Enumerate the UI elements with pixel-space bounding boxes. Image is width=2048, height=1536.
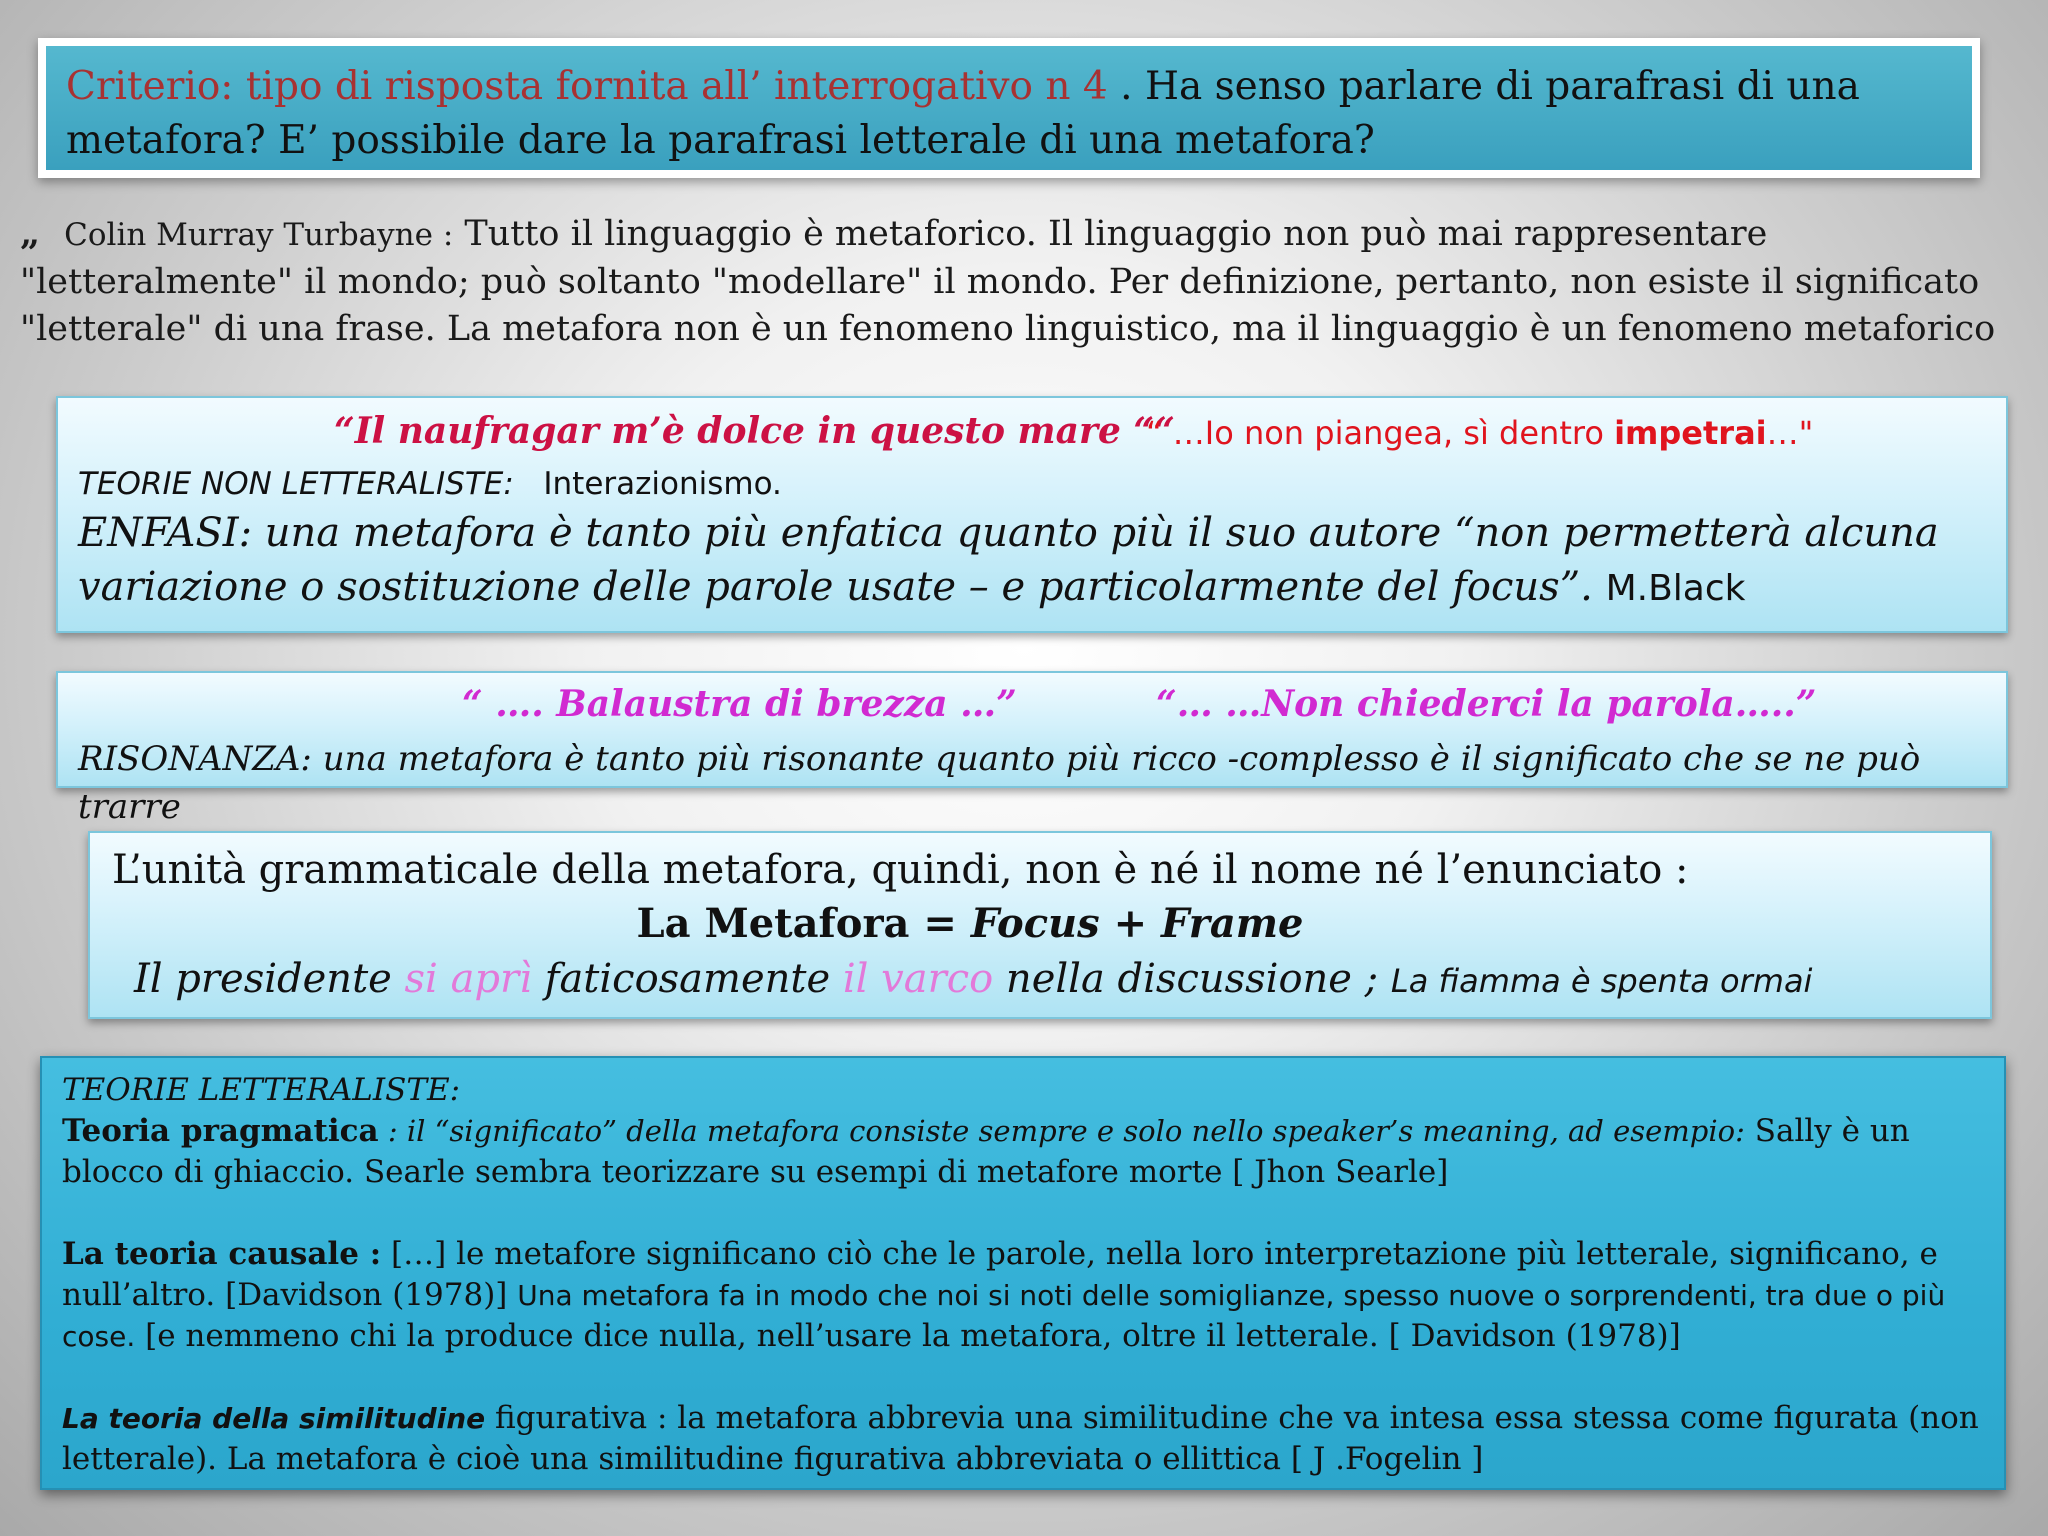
teorie-value: Interazionismo — [543, 466, 773, 502]
pragmatic-theory-title: Teoria pragmatica — [62, 1113, 379, 1149]
quote-author: Colin Murray Turbayne : — [64, 217, 454, 253]
causal-theory-sans: Una metafora fa in modo che noi si noti delle somiglianze, spesso nuove o sorprendenti, tra due o più cose. — [62, 1279, 1946, 1353]
risonanza-definition: RISONANZA: una metafora è tanto più risonante quanto più ricco -complesso è il significato che se ne può trarre — [78, 739, 1921, 827]
enfasi-definition — [78, 506, 1986, 616]
example-part-c: nella discussione ; — [993, 956, 1391, 1002]
title-criterion: Criterio: tipo di risposta fornita all’ interrogativo n 4 — [66, 64, 1108, 109]
causal-theory-end: [e nemmeno chi la produce dice nulla, nell’usare la metafora, oltre il letterale. [ Davidson (1978)] — [135, 1318, 1681, 1354]
enfasi-box — [56, 396, 2008, 633]
example-part-b: faticosamente — [531, 956, 843, 1002]
causal-theory-title: La teoria causale : — [62, 1236, 382, 1272]
quote-naufragar: “Il naufragar m’è dolce in questo mare ““ — [334, 410, 1175, 452]
similitude-theory-title: La teoria della similitudine — [62, 1402, 486, 1435]
teorie-dot: . — [772, 466, 782, 502]
pragmatic-theory — [62, 1111, 1984, 1193]
grammatical-unit-box — [88, 831, 1992, 1019]
metaphor-formula — [112, 897, 1968, 951]
quote-impetrai-bold: impetrai — [1614, 414, 1767, 452]
literalist-heading: TEORIE LETTERALISTE: — [62, 1072, 461, 1108]
example-part-a: Il presidente — [134, 956, 405, 1002]
example-quotes-row-2 — [78, 683, 1986, 735]
quote-mark: „ — [20, 213, 41, 254]
quote-impetrai — [1146, 414, 1813, 452]
formula-frame: Frame — [1161, 900, 1304, 947]
title-question: . Ha senso parlare di parafrasi di una metafora? E’ possibile dare la parafrasi letterale di una metafora? — [66, 64, 1860, 163]
formula-left: La Metafora = — [636, 900, 971, 947]
quote-impetrai-pre: “ …Io non piangea, sì dentro — [1146, 414, 1615, 452]
example-focus-2: il varco — [842, 956, 994, 1002]
literalist-theories-box — [40, 1056, 2006, 1490]
formula-focus: Focus — [970, 900, 1100, 947]
example-quotes-row — [78, 410, 1986, 462]
pragmatic-theory-rest: Sally è un blocco di ghiaccio. Searle sembra teorizzare su esempi di metafore morte [ Jhon Searle] — [62, 1113, 1910, 1190]
enfasi-text: ENFASI: una metafora è tanto più enfatica quanto più il suo autore “non permetterà alcuna variazione o sostituzione delle parole usate – e particolarmente del focus”. — [78, 510, 1939, 610]
enfasi-reference: M.Black — [1605, 568, 1746, 609]
turbayne-quote — [20, 210, 2020, 353]
risonanza-box — [56, 671, 2008, 827]
similitude-theory-text: figurativa : la metafora abbrevia una similitudine che va intesa essa stessa come figurata (non letterale). La metafora è cioè una similitudine figurativa abbreviata o ellittica [ J .Fogelin ] — [62, 1400, 1979, 1477]
quote-impetrai-post: …" — [1766, 414, 1814, 452]
spacer-2 — [62, 1357, 1984, 1398]
metaphor-example — [112, 951, 1968, 1009]
quote-balaustra: “ …. Balaustra di brezza …” — [462, 683, 1017, 725]
quote-non-chiederci: “… …Non chiederci la parola…..” — [1156, 683, 1817, 725]
formula-plus: + — [1099, 900, 1162, 947]
quote-text: Tutto il linguaggio è metaforico. Il linguaggio non può mai rappresentare "letteralmente" il mondo; può soltanto "modellare" il mondo. Per definizione, pertanto, non esiste il significato "letterale" di una frase. La metafora non è un fenomeno linguistico, ma il linguaggio è un fenomeno metaforico — [20, 214, 1996, 349]
title-frame — [38, 38, 1980, 178]
teorie-label: TEORIE NON LETTERALISTE: — [78, 466, 514, 502]
spacer — [62, 1193, 1984, 1234]
slide-title — [46, 46, 1972, 170]
causal-theory — [62, 1234, 1984, 1357]
grammatical-unit-text: L’unità grammaticale della metafora, quindi, non è né il nome né l’enunciato : — [112, 847, 1689, 893]
example-focus-1: si aprì — [404, 956, 532, 1002]
causal-theory-text: […] le metafore significano ciò che le parole, nella loro interpretazione più letterale, significano, e null’altro. [Davidson (1978)] — [62, 1236, 1938, 1313]
example-tail: La fiamma è spenta ormai — [1390, 962, 1813, 1000]
similitude-theory — [62, 1398, 1984, 1480]
pragmatic-theory-def: : il “significato” della metafora consiste sempre e solo nello speaker’s meaning, ad esempio: — [378, 1114, 1745, 1148]
non-literalist-theories — [78, 462, 1986, 506]
